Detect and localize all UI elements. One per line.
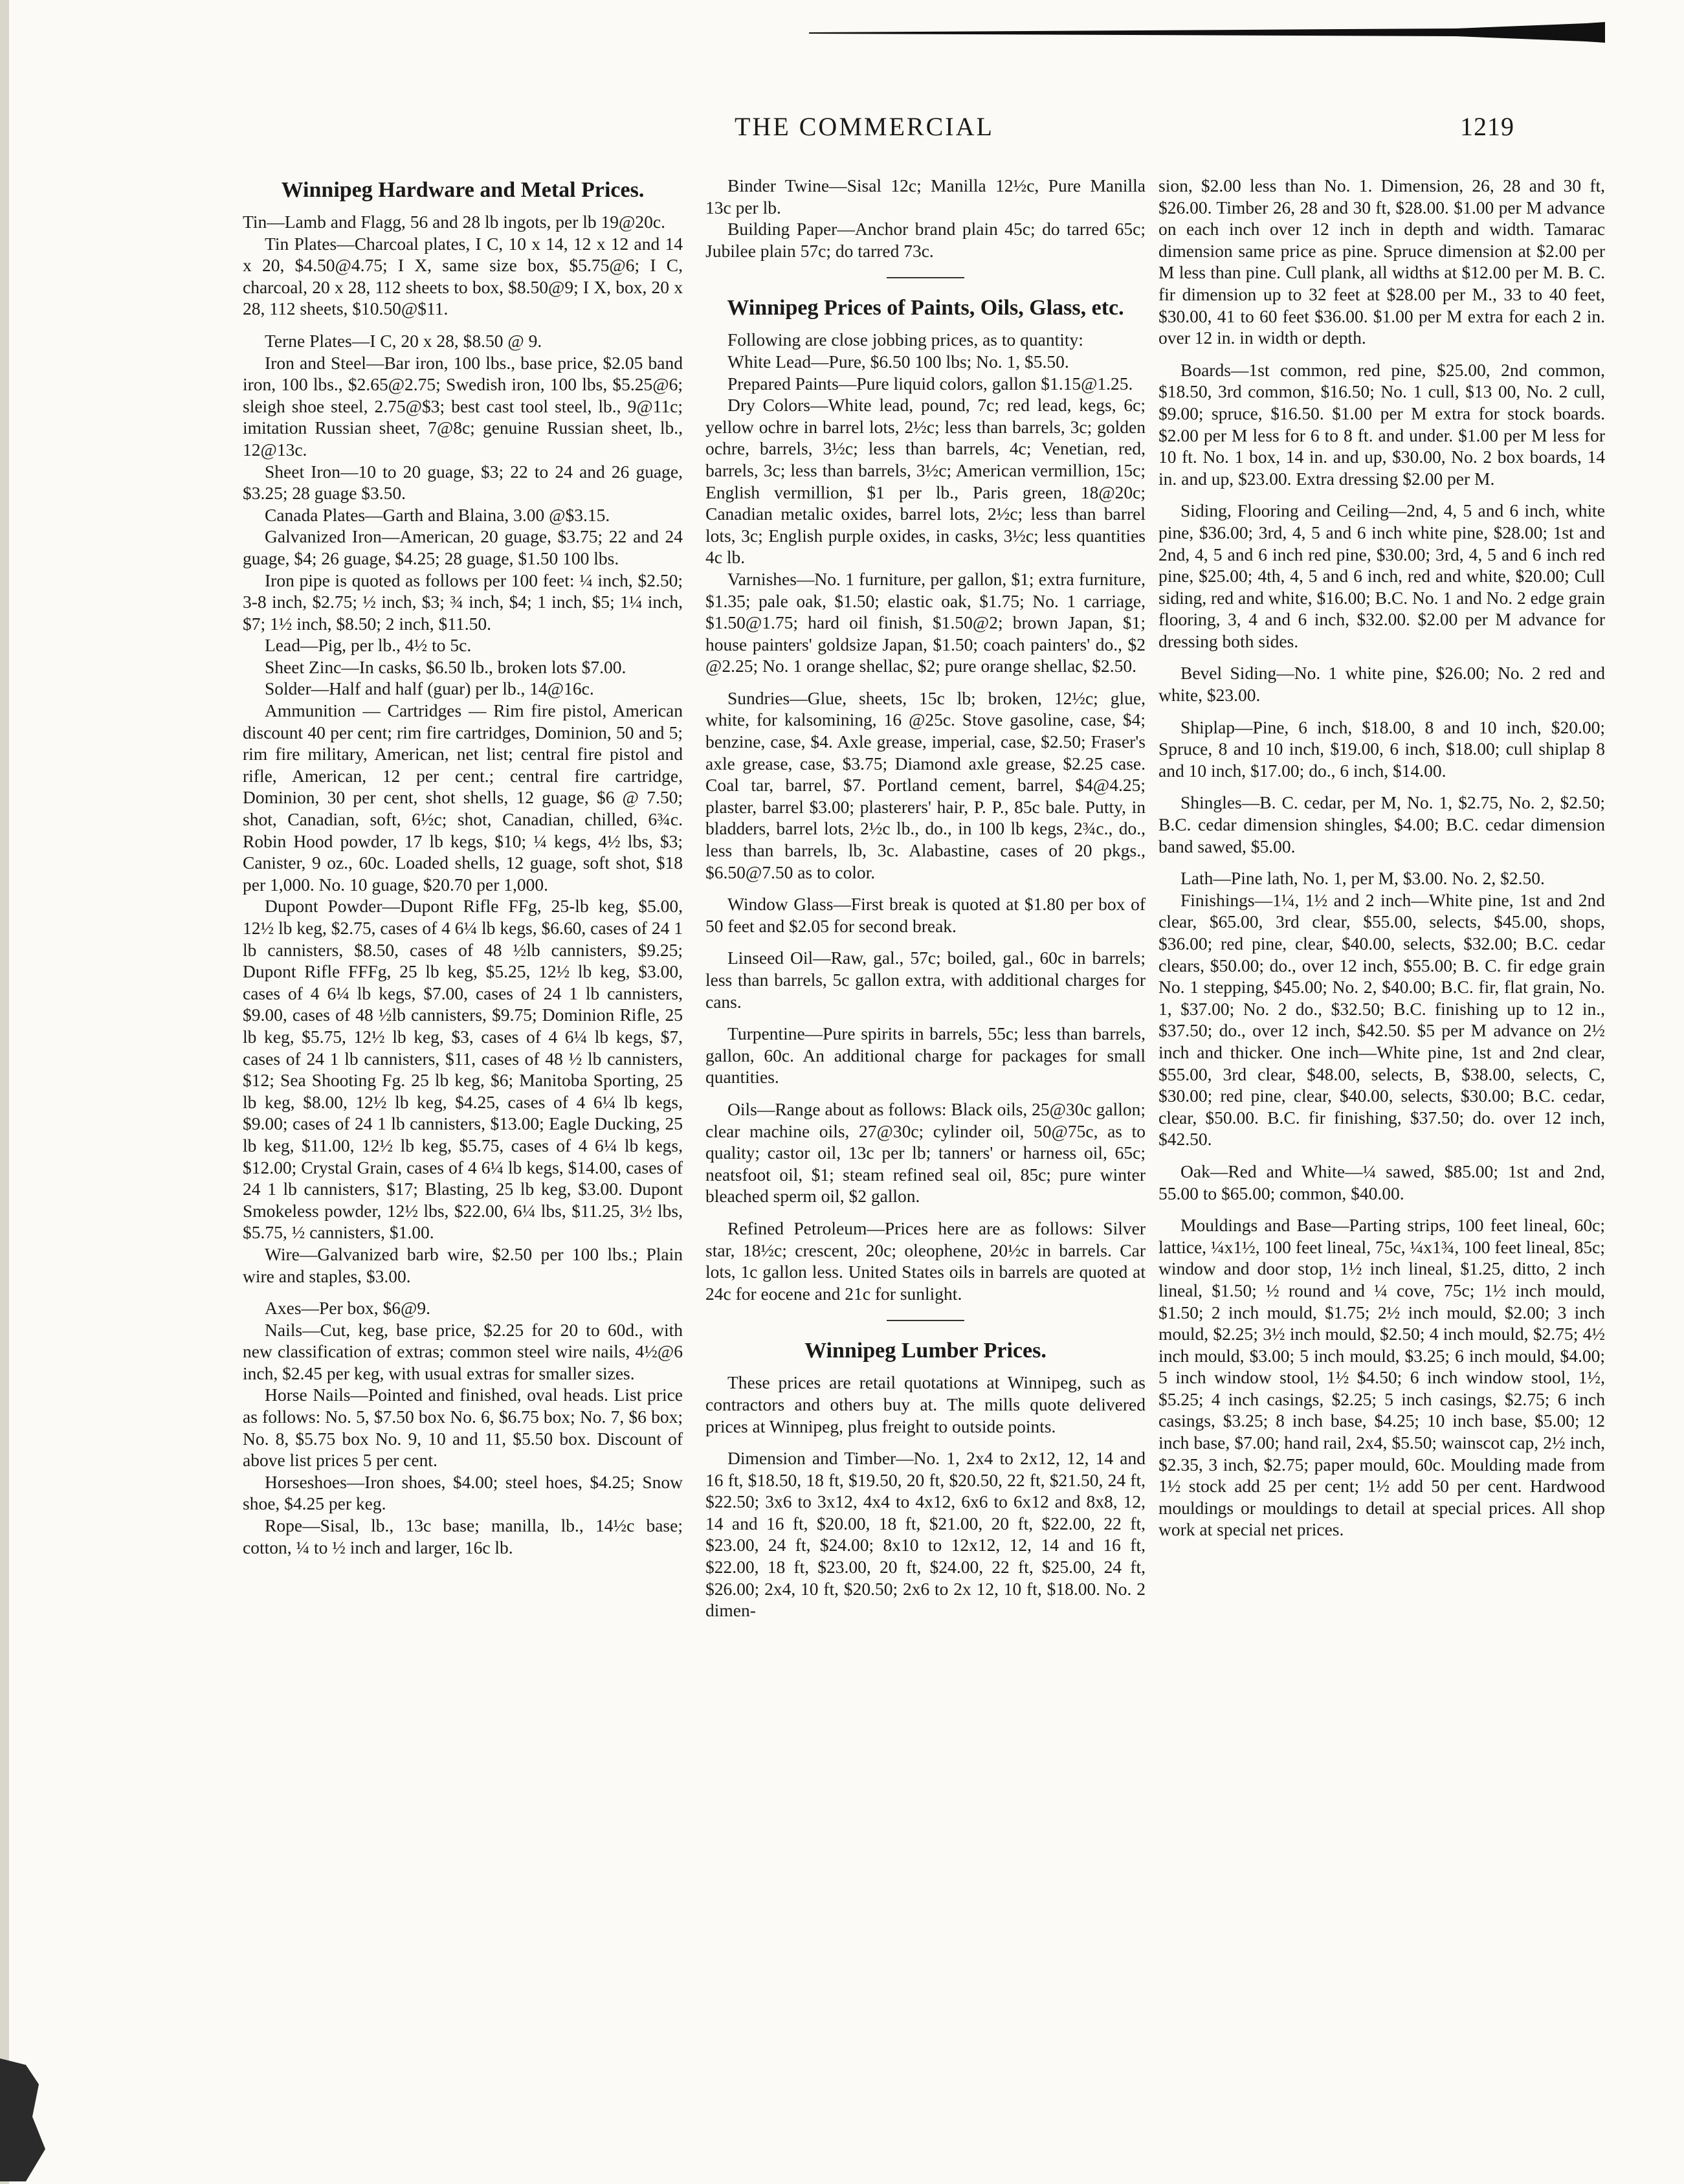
paragraph: Galvanized Iron—American, 20 guage, $3.75; 22 and 24 guage, $4; 26 guage, $4.25; 28 guage, $1.50 100 lbs. xyxy=(243,526,683,568)
paragraph: Turpentine—Pure spirits in barrels, 55c; less than barrels, gallon, 60c. An additional charge for packages for small quantities. xyxy=(705,1023,1146,1087)
running-head: THE COMMERCIAL xyxy=(735,112,994,141)
paragraph: Building Paper—Anchor brand plain 45c; do tarred 65c; Jubilee plain 57c; do tarred 73c. xyxy=(705,219,1146,261)
paragraph: Lath—Pine lath, No. 1, per M, $3.00. No. 2, $2.50. xyxy=(1180,868,1545,889)
paragraph: Rope—Sisal, lb., 13c base; manilla, lb., 14½c base; cotton, ¼ to ½ inch and larger, 16c lb. xyxy=(243,1515,683,1557)
column-1 xyxy=(243,175,683,1558)
paragraph: Shiplap—Pine, 6 inch, $18.00, 8 and 10 inch, $20.00; Spruce, 8 and 10 inch, $19.00, 6 inch, $18.00; cull shiplap 8 and 10 inch, $17.00; do., 6 inch, $14.00. xyxy=(1158,717,1605,781)
paragraph: White Lead—Pure, $6.50 100 lbs; No. 1, $5.50. xyxy=(727,351,1069,372)
paragraph: Following are close jobbing prices, as to quantity: xyxy=(727,329,1083,350)
paragraph: Binder Twine—Sisal 12c; Manilla 12½c, Pure Manilla 13c per lb. xyxy=(705,175,1146,217)
section-heading-lumber: Winnipeg Lumber Prices. xyxy=(804,1339,1047,1363)
paragraph: Boards—1st common, red pine, $25.00, 2nd common, $18.50, 3rd common, $16.50; No. 1 cull, $13 00, No. 2 cull, $9.00; spruce, $16.50. $1.00 per M extra for stock boards. $2.00 per M less for 6 to 8 ft. and under. $1.00 per M less for 10 ft. No. 1 box, 14 in. and up, $30.00, No. 2 box boards, 14 in. and up, $23.00. Extra dressing $2.00 per M. xyxy=(1158,359,1605,489)
paragraph: Iron and Steel—Bar iron, 100 lbs., base price, $2.05 band iron, 100 lbs., $2.65@2.75; Swedish iron, 100 lbs, $5.25@6; sleigh shoe steel, 2.75@$3; best cast tool steel, lb., 9@11c; imitation Russian sheet, 7@8c; genuine Russian sheet, lb., 12@13c. xyxy=(243,352,683,460)
page-number: 1219 xyxy=(1460,112,1514,141)
paragraph: Siding, Flooring and Ceiling—2nd, 4, 5 and 6 inch, white pine, $36.00; 3rd, 4, 5 and 6 inch white pine, $28.00; 1st and 2nd, 4, 5 and 6 inch red pine, $30.00; 3rd, 4, 5 and 6 inch red pine, $25.00; 4th, 4, 5 and 6 inch, red and white, $20.00; Cull siding, red and white, $16.00; B.C. No. 1 and No. 2 edge grain flooring, 3, 4 and 6 inch, $32.00. $2.00 per M advance for dressing both sides. xyxy=(1158,500,1605,651)
paragraph: Finishings—1¼, 1½ and 2 inch—White pine, 1st and 2nd clear, $65.00, 3rd clear, $55.00, selects, $45.00, shops, $36.00; red pine, clear, $40.00, selects, $32.00; B.C. cedar clears, $50.00; do., over 12 inch, $55.00; B. C. fir edge grain No. 1 stepping, $45.00; No. 2, $40.00; B.C. fir, flat grain, No. 1, $37.00; No. 2 do., $32.50; B.C. finishing up to 12 in., $37.50; do., over 12 inch, $42.50. $5 per M advance on 2½ inch and thicker. One inch—White pine, 1st and 2nd clear, $55.00, 3rd clear, $48.00, selects, B, $38.00, selects, C, $30.00; red pine, clear, $40.00, selects, $30.00; B.C. cedar, clear, $50.00. B.C. fir finishing, $37.50; do. over 12 inch, $42.50. xyxy=(1158,889,1605,1150)
paragraph: sion, $2.00 less than No. 1. Dimension, 26, 28 and 30 ft, $26.00. Timber 26, 28 and 30 ft, $28.00. $1.00 per M advance on each inch over 12 inch in depth and width. Tamarac dimension same price as pine. Spruce dimension at $2.00 per M less than pine. Cull plank, all widths at $12.00 per M. B. C. fir dimension up to 32 feet at $28.00 per M., 33 to 40 feet, $30.00, 41 to 60 feet $36.00. $1.00 per M extra for each 2 in. over 12 in. in width or depth. xyxy=(1158,175,1605,348)
paragraph: Tin—Lamb and Flagg, 56 and 28 lb ingots, per lb 19@20c. xyxy=(243,212,665,232)
paragraph: Axes—Per box, $6@9. xyxy=(265,1298,430,1319)
paragraph: Shingles—B. C. cedar, per M, No. 1, $2.75, No. 2, $2.50; B.C. cedar dimension shingles, $4.00; B.C. cedar dimension band sawed, $5.00. xyxy=(1158,792,1605,856)
paragraph: Oils—Range about as follows: Black oils, 25@30c gallon; clear machine oils, 27@30c; cylinder oil, 50@75c, as to quality; castor oil, 13c per lb; tanners' or harness oil, 65c; neatsfoot oil, $1; steam refined seal oil, 85c; pure winter bleached sperm oil, $2 gallon. xyxy=(705,1098,1146,1207)
paragraph: Lead—Pig, per lb., 4½ to 5c. xyxy=(265,635,472,656)
paragraph: Linseed Oil—Raw, gal., 57c; boiled, gal., 60c in barrels; less than barrels, 5c gallon extra, with additional charges for cans. xyxy=(705,948,1146,1012)
paragraph: Refined Petroleum—Prices here are as follows: Silver star, 18½c; crescent, 20c; oleophene, 20½c in barrels. Car lots, 1c gallon less. United States oils in barrels are quoted at 24c for eocene and 21c for sunlight. xyxy=(705,1218,1146,1304)
section-heading-hardware: Winnipeg Hardware and Metal Prices. xyxy=(281,178,645,202)
paragraph: Window Glass—First break is quoted at $1.80 per box of 50 feet and $2.05 for second break. xyxy=(705,894,1146,936)
paragraph: Canada Plates—Garth and Blaina, 3.00 @$3.15. xyxy=(265,504,610,525)
paragraph: Horse Nails—Pointed and finished, oval heads. List price as follows: No. 5, $7.50 box No. 6, $6.75 box; No. 7, $6 box; No. 8, $5.75 box No. 9, 10 and 11, $5.50 box. Discount of above list prices 5 per cent. xyxy=(243,1385,683,1471)
paragraph: Wire—Galvanized barb wire, $2.50 per 100 lbs.; Plain wire and staples, $3.00. xyxy=(243,1243,683,1286)
section-divider xyxy=(887,1320,964,1321)
paragraph: Dimension and Timber—No. 1, 2x4 to 2x12, 12, 14 and 16 ft, $18.50, 18 ft, $19.50, 20 ft, $20.50, 22 ft, $21.50, 24 ft, $22.50; 3x6 to 3x12, 4x4 to 4x12, 6x6 to 6x12 and 8x8, 12, 14 and 16 ft, $20.00, 18 ft, $21.00, 20 ft, $22.00, 22 ft, $23.00, 24 ft, $24.00; 8x10 to 12x12, 12, 14 and 16 ft, $22.00, 18 ft, $23.00, 20 ft, $24.00, 22 ft, $25.00, 24 ft, $26.00; 2x4, 10 ft, $20.50; 2x6 to 2x 12, 10 ft, $18.00. No. 2 dimen- xyxy=(705,1448,1146,1621)
paragraph: Solder—Half and half (guar) per lb., 14@16c. xyxy=(265,678,594,699)
paragraph: Iron pipe is quoted as follows per 100 feet: ¼ inch, $2.50; 3-8 inch, $2.75; ½ inch, $3; ¾ inch, $4; 1 inch, $5; 1¼ inch, $7; 1½ inch, $8.50; 2 inch, $11.50. xyxy=(243,570,683,634)
paragraph: Terne Plates—I C, 20 x 28, $8.50 @ 9. xyxy=(265,330,542,351)
section-heading-paints: Winnipeg Prices of Paints, Oils, Glass, etc. xyxy=(727,296,1124,320)
scan-left-edge xyxy=(0,0,9,2184)
paragraph: Oak—Red and White—¼ sawed, $85.00; 1st and 2nd, 55.00 to $65.00; common, $40.00. xyxy=(1158,1161,1605,1203)
column-2 xyxy=(705,175,1146,1621)
column-3 xyxy=(1158,175,1605,1541)
paragraph: Prepared Paints—Pure liquid colors, gallon $1.15@1.25. xyxy=(727,373,1133,394)
paragraph: Horseshoes—Iron shoes, $4.00; steel hoes, $4.25; Snow shoe, $4.25 per keg. xyxy=(243,1471,683,1514)
top-ink-rule xyxy=(809,19,1605,45)
paragraph: These prices are retail quotations at Winnipeg, such as contractors and others buy at. The mills quote delivered prices at Winnipeg, plus freight to outside points. xyxy=(705,1372,1146,1436)
paragraph: Sheet Iron—10 to 20 guage, $3; 22 to 24 and 26 guage, $3.25; 28 guage $3.50. xyxy=(243,461,683,504)
paragraph: Sundries—Glue, sheets, 15c lb; broken, 12½c; glue, white, for kalsomining, 16 @25c. Stove gasoline, case, $4; benzine, case, $4. Axle grease, imperial, case, $2.50; Fraser's axle grease, case, $3.75; Diamond axle grease, $2.25 case. Coal tar, barrel, $7. Portland cement, barrel, $4@4.25; plaster, barrel $3.00; plasterers' hair, P. P., 85c bale. Putty, in bladders, barrel lots, 2½c lb., do., in 100 lb kegs, 2¾c., do., less than barrels, lb, 3c. Alabastine, cases of 20 pkgs., $6.50@7.50 as to color. xyxy=(705,687,1146,882)
paragraph: Mouldings and Base—Parting strips, 100 feet lineal, 60c; lattice, ¼x1½, 100 feet lineal, 75c, ¼x1¾, 100 feet lineal, 85c; window and door stop, 1½ inch lineal, $1.25, ditto, 2 inch lineal, $1.50; ½ round and ¼ cove, 75c; 1½ inch mould, $1.50; 2 inch mould, $1.75; 2½ inch mould, $2.00; 3 inch mould, $2.25; 3½ inch mould, $2.50; 4 inch mould, $2.75; 4½ inch mould, $3.00; 5 inch mould, $3.25; 6 inch mould, $4.00; 5 inch window stool, 1½ $4.50; 6 inch window stool, 1½, $5.25; 4 inch casings, $2.25; 5 inch casings, $2.75; 6 inch casings, $3.25; 8 inch base, $4.25; 10 inch base, $5.00; 12 inch base, $7.00; hand rail, 2x4, $5.50; wainscot cap, 2½ inch, $2.35, 3 inch, $2.75; paper mould, 60c. Moulding made from 1½ stock add 25 per cent; 1½ add 50 per cent. Hardwood mouldings or mouldings to detail at special prices. All shop work at special net prices. xyxy=(1158,1215,1605,1540)
paragraph: Ammunition — Cartridges — Rim fire pistol, American discount 40 per cent; rim fire cartridges, Dominion, 50 and 5; rim fire military, American, net list; central fire pistol and rifle, American, 12 per cent.; central fire cartridge, Dominion, 30 per cent, shot shells, 12 guage, $6 @ 7.50; shot, Canadian, soft, 6½c; shot, Canadian, chilled, 6¾c. Robin Hood powder, 17 lb kegs, $10; ¼ kegs, 4½ lbs, $3; Canister, 9 oz., 60c. Loaded shells, 12 guage, soft shot, $18 per 1,000. No. 10 guage, $20.70 per 1,000. xyxy=(243,700,683,895)
paragraph: Sheet Zinc—In casks, $6.50 lb., broken lots $7.00. xyxy=(265,656,626,677)
paragraph: Dry Colors—White lead, pound, 7c; red lead, kegs, 6c; yellow ochre in barrel lots, 2½c; less than barrels, 3c; golden ochre, barrels, 3½c; less than barrels, 4c; Venetian, red, barrels, 3c; less than barrels, 3½c; American vermillion, 15c; English vermillion, $1 per lb., Paris green, 18@20c; Canadian metalic oxides, barrel lots, 2½c; less than barrel lots, 3c; English purple oxides, in casks, 3½c; less quantities 4c lb. xyxy=(705,395,1146,568)
scan-edge-marks xyxy=(0,2058,52,2181)
section-divider xyxy=(887,277,964,278)
paragraph: Varnishes—No. 1 furniture, per gallon, $1; extra furniture, $1.35; pale oak, $1.50; elastic oak, $1.75; No. 1 carriage, $1.50@1.75; hard oil finish, $1.50@2; brown Japan, $1; house painters' goldsize Japan, $1.50; coach painters' do., $2 @2.25; No. 1 orange shellac, $2; pure orange shellac, $2.50. xyxy=(705,568,1146,676)
paragraph: Nails—Cut, keg, base price, $2.25 for 20 to 60d., with new classification of extras; common steel wire nails, 4½@6 inch, $2.45 per keg, with usual extras for smaller sizes. xyxy=(243,1319,683,1383)
paragraph: Bevel Siding—No. 1 white pine, $26.00; No. 2 red and white, $23.00. xyxy=(1158,663,1605,706)
paragraph: Tin Plates—Charcoal plates, I C, 10 x 14, 12 x 12 and 14 x 20, $4.50@4.75; I X, same size box, $5.75@6; I C, charcoal, 20 x 28, 112 sheets to box, $8.50@9; I X, box, 20 x 28, 112 sheets, $10.50@$11. xyxy=(243,233,683,319)
paragraph: Dupont Powder—Dupont Rifle FFg, 25-lb keg, $5.00, 12½ lb keg, $2.75, cases of 4 6¼ lb kegs, $6.60, cases of 24 1 lb cannisters, $8.50, cases of 48 ½lb cannisters, $9.25; Dupont Rifle FFFg, 25 lb keg, $5.25, 12½ lb keg, $3.00, cases of 4 6¼ lb kegs, $7.00, cases of 24 1 lb cannisters, $9.00, cases of 48 ½lb cannisters, $9.75; Dominion Rifle, 25 lb keg, $5.75, 12½ lb keg, $3, cases of 4 6¼ lb kegs, $7, cases of 24 1 lb cannisters, $11, cases of 48 ½ lb cannisters, $12; Sea Shooting Fg. 25 lb keg, $6; Manitoba Sporting, 25 lb keg, $8.00, 12½ lb keg, $4.25, cases of 4 6¼ lb kegs, $9.00; cases of 24 1 lb cannisters, $13.00; Eagle Ducking, 25 lb keg, $11.00, 12½ lb keg, $5.75, cases of 4 6¼ lb kegs, $12.00; Crystal Grain, cases of 4 6¼ lb kegs, $14.00, cases of 24 1 lb cannisters, $17; Blasting, 25 lb keg, $3.00. Dupont Smokeless powder, 12½ lbs, $22.00, 6¼ lbs, $11.25, 3½ lbs, $5.75, ½ cannisters, $1.00. xyxy=(243,896,683,1243)
